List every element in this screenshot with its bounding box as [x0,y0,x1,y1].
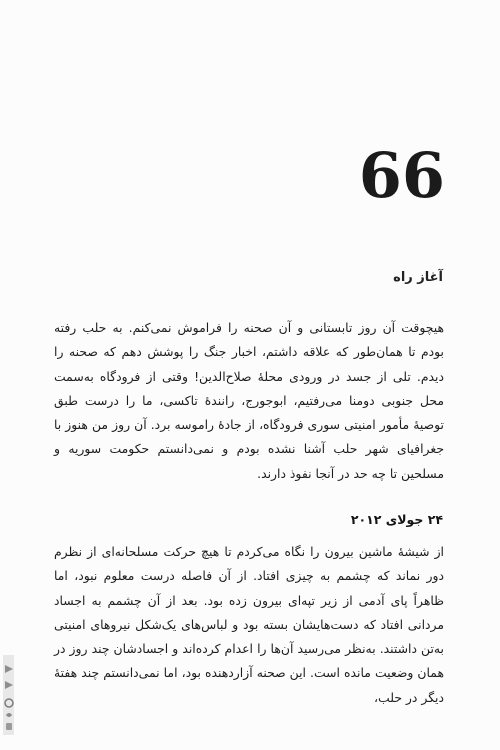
quotation-mark-icon: 66 [358,139,445,212]
paragraph-2: از شیشهٔ ماشین بیرون را نگاه می‌کردم تا هیچ حرکت مسلحانه‌ای از نظرم دور نماند که چشمم به چیزی افتاد. از آن فاصله درست معلوم نبود، اما ظاهراً پای آدمی از زیر تپه‌ای بیرون زده بود. بعد از آن چشمم به اجساد مردانی افتاد که دست‌هایشان بسته بود و لباس‌های یک‌شکل نیروهای امنیتی به‌تن داشتند. به‌نظر می‌رسید آن‌ها را اعدام کرده‌اند و اجسادشان چند روز در همان وضعیت مانده است. این صحنه آزاردهنده بود، اما نمی‌دانستم چند هفتهٔ دیگر در حلب، [54,544,444,705]
publisher-logo-icon [1,655,17,735]
section-heading: آغاز راه [393,270,443,285]
date-heading: ۲۴ جولای ۲۰۱۲ [350,512,443,527]
paragraph-1: هیچوقت آن روز تابستانی و آن صحنه را فراموش نمی‌کنم. به حلب رفته بودم تا همان‌طور که علاقه داشتم، اخبار جنگ را پوشش دهم که صحنه را دیدم. تلی از جسد در ورودی محلهٔ صلاح‌الدین! وقتی از فرودگاه به‌سمت محل جنوبی دومنا می‌رفتیم، ابوجورج، رانندهٔ تاکسی، ما را درست طبق توصیهٔ مأمور امنیتی سوری فرودگاه، از جادهٔ راموسه برد. آن روز من هنوز با جغرافیای شهر حلب آشنا نشده بودم و نمی‌دانستم حکومت سوریه و مسلحین تا چه حد در آنجا نفوذ دارند. [54,320,444,481]
